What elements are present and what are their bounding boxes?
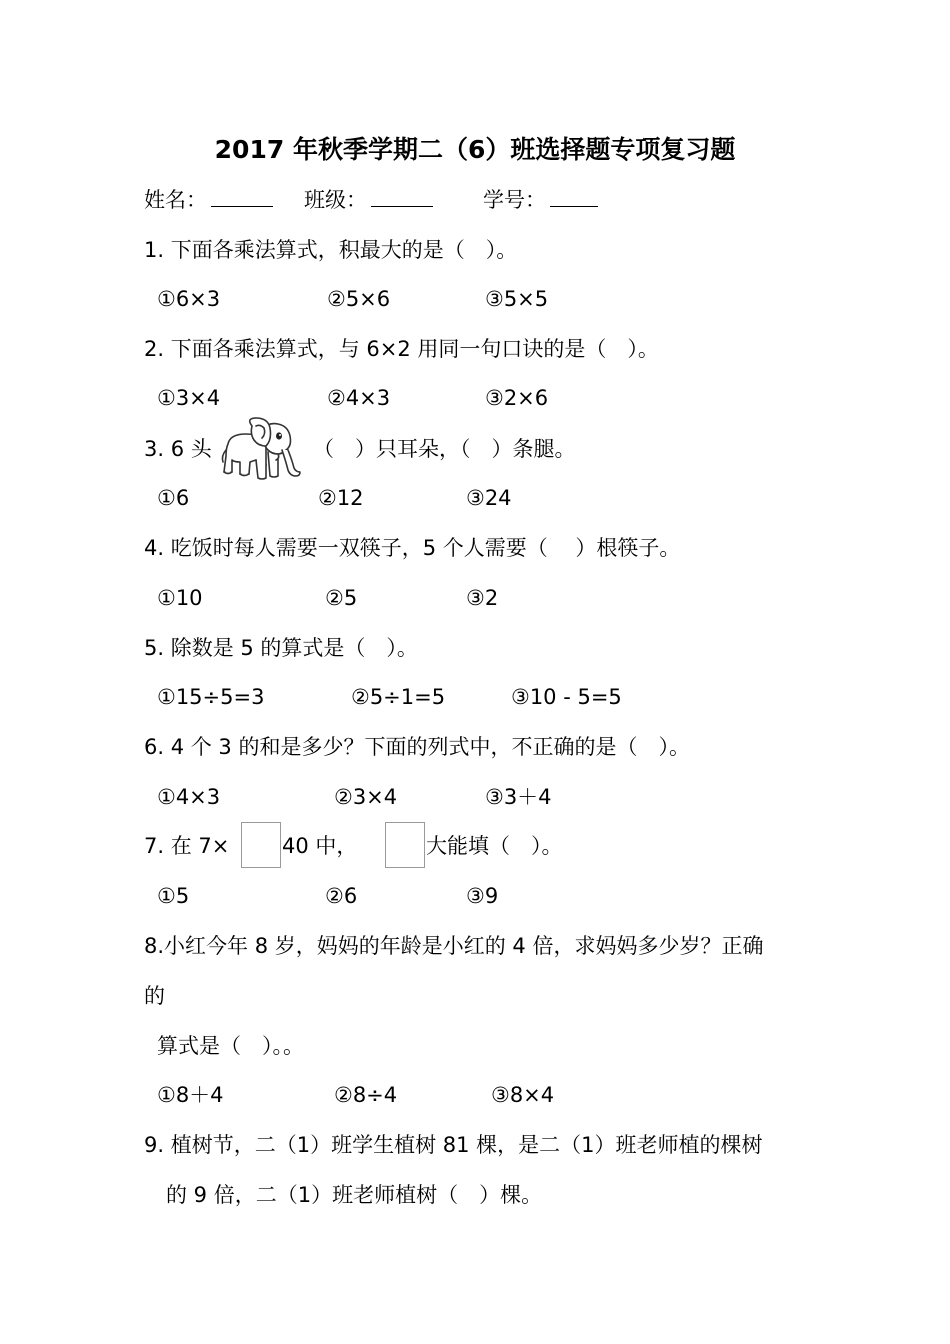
- question-9-line-1: 9. 植树节，二（1）班学生植树 81 棵，是二（1）班老师植的棵树: [144, 1133, 763, 1157]
- question-2-option-2[interactable]: ②4×3: [327, 386, 391, 410]
- number-label: 学号：: [483, 188, 546, 212]
- question-1-option-3[interactable]: ③5×5: [485, 287, 549, 311]
- question-7-option-3[interactable]: ③9: [466, 884, 499, 908]
- question-6-option-1[interactable]: ①4×3: [157, 785, 221, 809]
- question-4-option-2[interactable]: ②5: [325, 586, 358, 610]
- question-5-option-2[interactable]: ②5÷1=5: [351, 685, 446, 709]
- class-label: 班级：: [304, 188, 367, 212]
- question-7-text-b: 40 中，: [282, 834, 358, 858]
- question-9-line-2: 的 9 倍，二（1）班老师植树（ ）棵。: [166, 1183, 543, 1207]
- question-8-line-2: 的: [144, 984, 165, 1008]
- question-5-text: 5. 除数是 5 的算式是（ ）。: [144, 636, 418, 660]
- question-4-text: 4. 吃饭时每人需要一双筷子，5 个人需要（ ）根筷子。: [144, 536, 681, 560]
- question-3-option-2[interactable]: ②12: [318, 486, 364, 510]
- name-blank[interactable]: [211, 184, 273, 207]
- question-6-text: 6. 4 个 3 的和是多少？下面的列式中，不正确的是（ ）。: [144, 735, 690, 759]
- question-2-option-1[interactable]: ①3×4: [157, 386, 221, 410]
- question-8-option-1[interactable]: ①8＋4: [157, 1083, 224, 1107]
- question-4-option-1[interactable]: ①10: [157, 586, 203, 610]
- class-field: [304, 184, 433, 216]
- class-blank[interactable]: [371, 184, 433, 207]
- question-7-text-c: 大能填（ ）。: [426, 834, 563, 858]
- question-3-text-after: （ ）只耳朵，（ ）条腿。: [313, 437, 576, 461]
- page-title: 2017 年秋季学期二（6）班选择题专项复习题: [214, 135, 736, 164]
- answer-box-2[interactable]: [385, 822, 425, 868]
- answer-box-1[interactable]: [241, 822, 281, 868]
- question-6-option-2[interactable]: ②3×4: [334, 785, 398, 809]
- question-2-text: 2. 下面各乘法算式，与 6×2 用同一句口诀的是（ ）。: [144, 337, 659, 361]
- question-8-option-2[interactable]: ②8÷4: [334, 1083, 398, 1107]
- question-5-option-3[interactable]: ③10 - 5=5: [511, 685, 622, 709]
- question-8-option-3[interactable]: ③8×4: [491, 1083, 555, 1107]
- question-7-text-a: 7. 在 7×: [144, 834, 230, 858]
- elephant-icon: [216, 416, 312, 488]
- number-field: [483, 184, 598, 216]
- question-3-option-3[interactable]: ③24: [466, 486, 512, 510]
- question-6-option-3[interactable]: ③3＋4: [485, 785, 552, 809]
- question-8-line-3: 算式是（ ）。。: [157, 1034, 304, 1058]
- question-4-option-3[interactable]: ③2: [466, 586, 499, 610]
- name-label: 姓名：: [144, 188, 207, 212]
- question-5-option-1[interactable]: ①15÷5=3: [157, 685, 265, 709]
- number-blank[interactable]: [550, 184, 598, 207]
- question-1-text: 1. 下面各乘法算式，积最大的是（ ）。: [144, 238, 518, 262]
- question-2-option-3[interactable]: ③2×6: [485, 386, 549, 410]
- question-7-option-1[interactable]: ①5: [157, 884, 190, 908]
- question-8-line-1: 8.小红今年 8 岁，妈妈的年龄是小红的 4 倍，求妈妈多少岁？正确: [144, 934, 764, 958]
- question-1-option-2[interactable]: ②5×6: [327, 287, 391, 311]
- question-1-option-1[interactable]: ①6×3: [157, 287, 221, 311]
- question-3-option-1[interactable]: ①6: [157, 486, 190, 510]
- question-3-text-before: 3. 6 头: [144, 437, 212, 461]
- name-field: [144, 184, 273, 216]
- question-7-option-2[interactable]: ②6: [325, 884, 358, 908]
